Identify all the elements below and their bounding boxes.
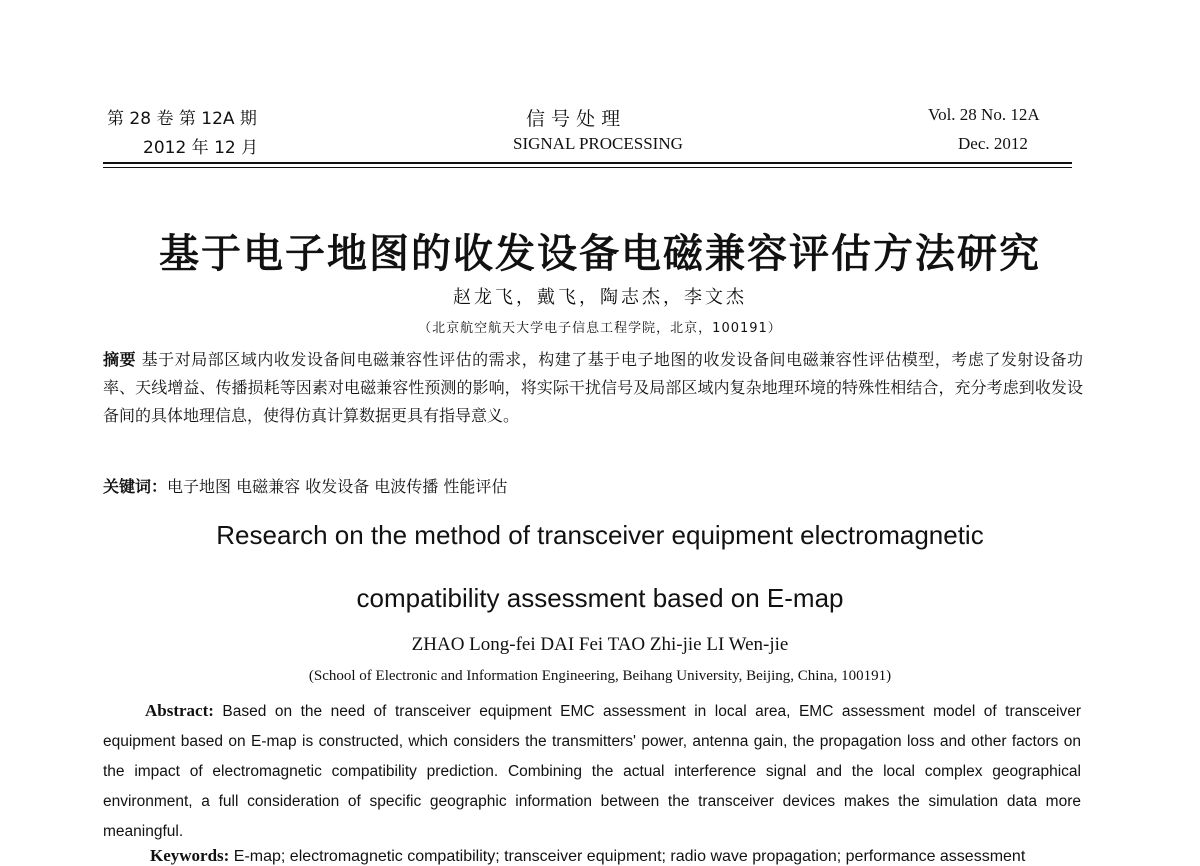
abstract-cn-label: 摘要 bbox=[103, 350, 137, 369]
affiliation-cn: （北京航空航天大学电子信息工程学院，北京，100191） bbox=[418, 321, 782, 336]
journal-name-en: SIGNAL PROCESSING bbox=[513, 134, 683, 153]
header-rule-thin bbox=[103, 167, 1072, 168]
journal-name-cn: 信 号 处 理 bbox=[526, 108, 621, 130]
keywords-en bbox=[150, 846, 1025, 866]
keywords-cn-label: 关键词： bbox=[103, 477, 168, 496]
date-en: Dec. 2012 bbox=[958, 134, 1028, 153]
keywords-en-label: Keywords: bbox=[150, 846, 230, 865]
keywords-en-text: E-map; electromagnetic compatibility; transceiver equipment; radio wave propagation; performance assessment bbox=[233, 848, 1026, 865]
paper-title-en-line2: compatibility assessment based on E-map bbox=[356, 583, 844, 613]
paper-title-en-line1: Research on the method of transceiver equipment electromagnetic bbox=[216, 520, 984, 550]
affiliation-en: (School of Electronic and Information Engineering, Beihang University, Beijing, China, 100191) bbox=[308, 668, 892, 684]
date-cn: 2012 年 12 月 bbox=[143, 138, 259, 158]
abstract-cn-text: 基于对局部区域内收发设备间电磁兼容性评估的需求，构建了基于电子地图的收发设备间电磁兼容性评估模型，考虑了发射设备功率、天线增益、传播损耗等因素对电磁兼容性预测的影响，将实际干扰信号及局部区域内复杂地理环境的特殊性相结合，充分考虑到收发设备间的具体地理信息，使得仿真计算数据更具有指导意义。 bbox=[103, 350, 1083, 425]
abstract-en-text: Based on the need of transceiver equipment EMC assessment in local area, EMC assessment model of transceiver equipment based on E-map is constructed, which considers the transmitters' power, antenna gain, the propagation loss and other factors on the impact of electromagnetic compatibility prediction. Combining the actual interference signal and the local complex geographical environment, a full consideration of specific geographic information between the transceiver devices makes the simulation data more meaningful. bbox=[103, 703, 1081, 840]
authors-en: ZHAO Long-fei DAI Fei TAO Zhi-jie LI Wen-jie bbox=[411, 634, 789, 655]
volume-issue-en: Vol. 28 No. 12A bbox=[928, 105, 1040, 124]
keywords-cn-text: 电子地图 电磁兼容 收发设备 电波传播 性能评估 bbox=[167, 477, 508, 496]
abstract-en bbox=[103, 696, 1081, 847]
paper-title-cn: 基于电子地图的收发设备电磁兼容评估方法研究 bbox=[159, 231, 1041, 277]
abstract-en-label: Abstract: bbox=[145, 701, 214, 720]
header-rule bbox=[103, 162, 1072, 164]
abstract-cn bbox=[103, 346, 1083, 430]
keywords-cn bbox=[103, 474, 507, 497]
volume-issue-cn: 第 28 卷 第 12A 期 bbox=[107, 109, 257, 129]
authors-cn: 赵龙飞，戴飞，陶志杰，李文杰 bbox=[453, 287, 747, 308]
